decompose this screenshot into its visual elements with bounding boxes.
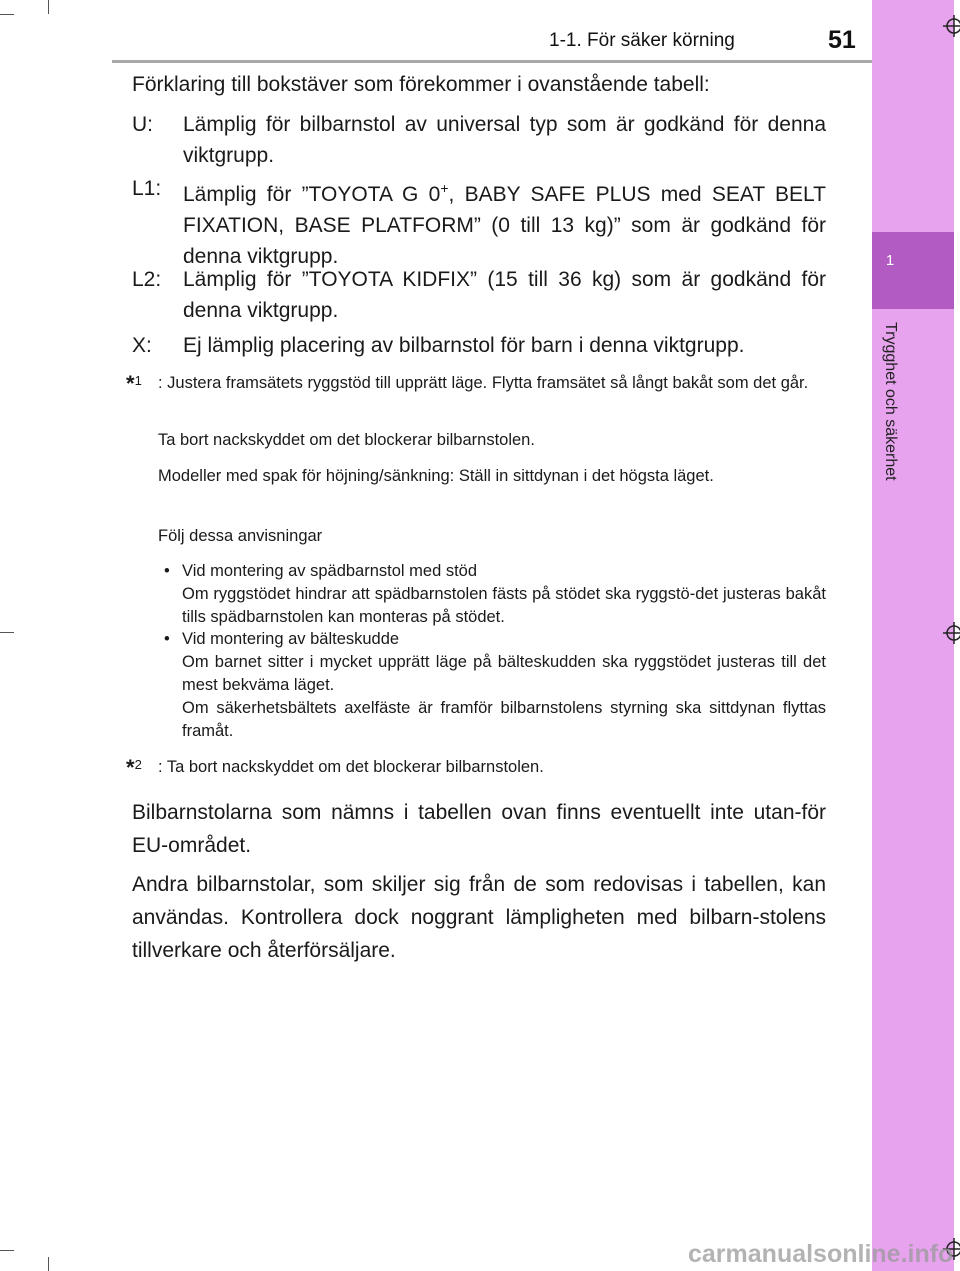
footnote-line: Ta bort nackskyddet om det blockerar bilbarnstolen. <box>158 431 535 449</box>
definition-text: Lämplig för ”TOYOTA G 0+, BABY SAFE PLUS med SEAT BELT FIXATION, BASE PLATFORM” (0 till 13 kg)” som är godkänd för denna viktgrupp. <box>183 180 827 268</box>
chapter-number-box <box>872 232 954 309</box>
header-rule <box>112 60 872 63</box>
definition-text: Lämplig för ”TOYOTA KIDFIX” (15 till 36 kg) som är godkänd för denna viktgrupp. <box>183 268 826 322</box>
bullet-icon: • <box>164 562 170 580</box>
page-number: 51 <box>828 26 856 54</box>
definition-key: L2: <box>132 268 162 291</box>
footnote-text: : Justera framsätets ryggstöd till upprätt läge. Flytta framsätet så långt bakåt som det går. <box>158 374 809 392</box>
definition-key: U: <box>132 113 153 136</box>
definition-l2 <box>132 264 826 326</box>
footnote-2 <box>126 755 826 779</box>
superscript: + <box>440 180 449 196</box>
bullet-title: Vid montering av bälteskudde <box>182 630 400 648</box>
crop-mark <box>48 1257 49 1271</box>
definition-u <box>132 109 826 171</box>
section-title: 1-1. För säker körning <box>549 30 735 51</box>
footnote-line: Följ dessa anvisningar <box>158 527 323 545</box>
definition-text: Lämplig för bilbarnstol av universal typ som är godkänd för denna viktgrupp. <box>183 113 826 167</box>
list-item <box>164 560 826 629</box>
footnote-text: : Ta bort nackskyddet om det blockerar bilbarnstolen. <box>158 758 544 776</box>
crop-mark <box>0 632 14 633</box>
footnote-line: Modeller med spak för höjning/sänkning: Ställ in sittdynan i det högsta läget. <box>158 467 714 485</box>
paragraph: Bilbarnstolarna som nämns i tabellen ovan finns eventuellt inte utan-för EU-området. <box>132 801 826 857</box>
watermark: carmanualsonline.info <box>688 1240 954 1268</box>
bullet-body: Om ryggstödet hindrar att spädbarnstolen fästs på stödet ska ryggstö-det justeras bakåt tills spädbarnstolen kan monteras på stödet. <box>182 585 826 626</box>
paragraph: Andra bilbarnstolar, som skiljer sig från de som redovisas i tabellen, kan användas. Kontrollera dock noggrant lämpligheten med bilbarn-stolens tillverkare och återförsäljare. <box>132 873 826 962</box>
footnote-mark: *$^1$ <box>126 371 142 396</box>
footnote-1 <box>126 371 826 395</box>
registration-mark-icon <box>943 622 960 644</box>
intro-text: Förklaring till bokstäver som förekommer i ovanstående tabell: <box>132 73 710 96</box>
chapter-number: 1 <box>885 252 895 269</box>
chapter-side-tab <box>872 0 954 1271</box>
definition-key: L1: <box>132 177 162 200</box>
crop-mark <box>0 1250 14 1251</box>
list-item <box>164 628 826 743</box>
footnote-mark: *$^2$ <box>126 755 142 780</box>
crop-mark <box>48 0 49 14</box>
definition-l1 <box>132 173 826 272</box>
bullet-icon: • <box>164 630 170 648</box>
registration-mark-icon <box>943 15 960 37</box>
bullet-body: Om barnet sitter i mycket upprätt läge på bälteskudden ska ryggstödet justeras till det mest bekväma läget. <box>182 653 826 694</box>
definition-x <box>132 330 826 361</box>
definition-key: X: <box>132 334 152 357</box>
bullet-body: Om säkerhetsbältets axelfäste är framför bilbarnstolens styrning ska sittdynan flyttas framåt. <box>182 699 826 740</box>
chapter-title: Trygghet och säkerhet <box>882 322 899 481</box>
crop-mark <box>0 14 14 15</box>
definition-text: Ej lämplig placering av bilbarnstol för barn i denna viktgrupp. <box>183 334 745 357</box>
bullet-title: Vid montering av spädbarnstol med stöd <box>182 562 478 580</box>
